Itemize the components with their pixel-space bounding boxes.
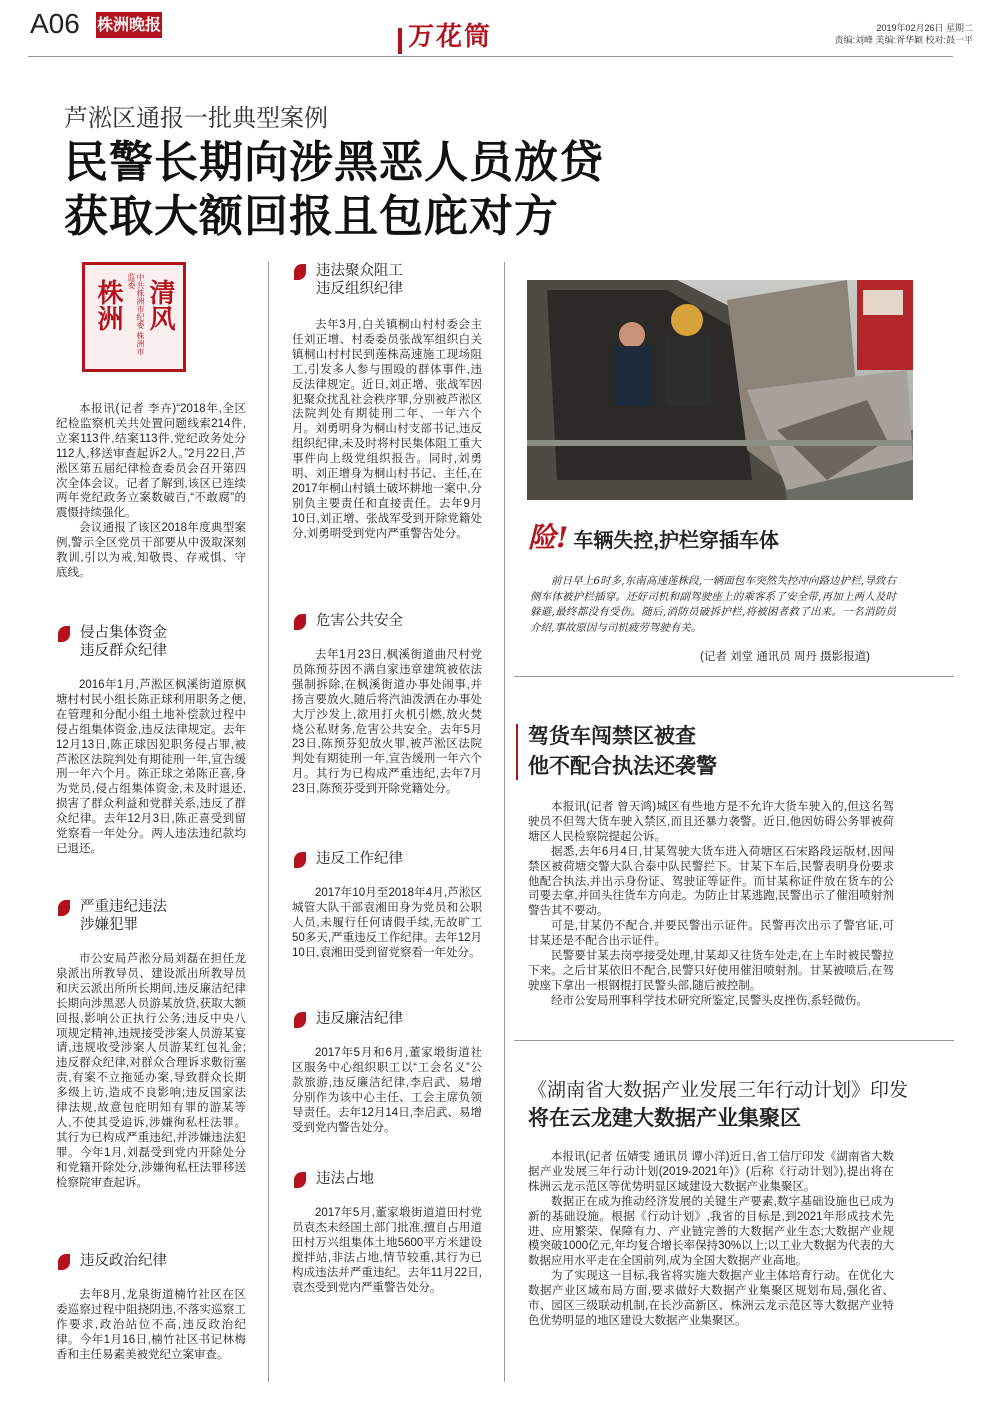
body-paragraph: 2017年10月至2018年4月,芦淞区城管大队干部袁湘田身为党员和公职人员,未履行任何请假手续,无故旷工50多天,严重违反工作纪律。去年12月10日,袁湘田受到留党察看一年处分。 — [292, 887, 482, 959]
section-body-serious — [56, 952, 246, 1191]
subhead-line-2: 涉嫌犯罪 — [80, 917, 138, 933]
subhead-marker — [58, 900, 70, 916]
masthead-logo: 株洲晚报 — [96, 12, 162, 38]
column-divider — [268, 262, 269, 1382]
subhead-encroach — [80, 624, 240, 660]
body-paragraph: 可是,甘某仍不配合,并要民警出示证件。民警再次出示了警官证,可甘某还是不配合出示证件。 — [528, 920, 894, 948]
body-paragraph: 数据正在成为推动经济发展的关键生产要素,数字基础设施也已成为新的基础设施。根据《行动计划》,我省的目标是,到2021年形成技术先进、应用繁荣、保障有力、产业链完善的大数据产业生态;大数据产业规模突破1000亿元,年均复合增长率保持30%以上;以工业大数据为代表的大数据应用水平走在全国前列,成为全国大数据产业高地。 — [528, 1195, 894, 1268]
subhead-political — [80, 1252, 240, 1270]
subhead-marker — [58, 626, 70, 642]
header-meta — [834, 22, 973, 46]
subhead-line-1: 违法占地 — [316, 1171, 374, 1187]
subhead-line-1: 严重违纪违法 — [80, 899, 167, 915]
subhead-marker — [294, 264, 306, 280]
page-number: A06 — [30, 8, 80, 39]
bigdata-headline-1: 《湖南省大数据产业发展三年行动计划》印发 — [528, 1080, 909, 1101]
intro-paragraph: 会议通报了该区2018年度典型案例,警示全区党员干部要从中汲取深刻教训,引以为戒,知敬畏、存戒惧、守底线。 — [56, 522, 246, 579]
subhead-marker — [294, 1172, 306, 1188]
section-title: 万花筒 — [408, 22, 493, 52]
body-paragraph: 2017年5月,董家塅街道道田村党员袁杰未经国土部门批准,擅自占用道田村万兴组集体土地5600平方米建设搅拌站,非法占地,情节较重,其行为已构成违法并严重违纪。去年11月22日,袁杰受到党内严重警告处分。 — [292, 1207, 482, 1294]
section-body-integrity — [292, 1046, 482, 1135]
body-paragraph: 民警要甘某去岗亭接受处理,甘某却又往货车处走,在上车时被民警拉下来。之后甘某依旧不配合,民警只好使用催泪喷射剂。甘某被喷后,在驾驶座下拿出一根钢棍打民警头部,随后被控制。 — [528, 950, 894, 992]
date-line: 2019年02月26日 星期二 — [876, 23, 973, 33]
subhead-line-2: 违反群众纪律 — [80, 643, 167, 659]
story-divider — [514, 676, 954, 677]
section-body-gathering — [292, 318, 482, 542]
section-body-work — [292, 886, 482, 961]
body-paragraph: 去年1月23日,枫溪街道曲尺村党员陈预芬因不满自家违章建筑被依法强制拆除,在枫溪街道办事处闹事,并扬言要放火,随后将汽油泼洒在办事处大厅沙发上,欲用打火机引燃,放火焚烧公私财务,危害公共安全。去年5月23日,陈预芬犯放火罪,被芦淞区法院判处有期徒刑一年,宣告缓刑一年六个月。其行为已构成严重违纪,去年7月23日,陈预芬受到开除党籍处分。 — [292, 649, 482, 796]
staff-line: 责编:刘峰 美编:胥华颖 校对:鼓一平 — [834, 35, 973, 45]
body-paragraph: 为了实现这一目标,我省将实施大数据产业主体培育行动。在优化大数据产业区域布局方面,要求做好大数据产业集聚区规划布局,强化省、市、园区三级联动机制,在长沙高新区、株洲云龙示范区等大数据产业特色优势明显的地区建设大数据产业集聚区。 — [528, 1270, 894, 1327]
subhead-gathering — [316, 262, 486, 298]
body-paragraph: 去年8月,龙泉街道楠竹社区在区委巡察过程中阻挠阴违,不落实巡察工作要求,政治站位不高,违反政治纪律。今年1月16日,楠竹社区书记林梅香和主任易素美被党纪立案审查。 — [56, 1289, 246, 1361]
body-paragraph: 本报讯(记者 曾天鸿)城区有些地方是不允许大货车驶入的,但这名驾驶员不但驾大货车驶入禁区,而且还暴力袭警。近日,他因妨碍公务罪被荷塘区人民检察院提起公诉。 — [528, 801, 894, 843]
body-paragraph: 前日早上6时多,东南高速莲株段,一辆面包车突然失控冲向路边护栏,导致右侧车体被护栏插穿。还好司机和副驾驶座上的乘客系了安全带,再加上两人及时躲避,最终都没有受伤。随后,消防员破拆护栏,将被困者救了出来。一名消防员介绍,事故原因与司机疲劳驾驶有关。 — [530, 575, 896, 634]
crash-headline — [528, 516, 779, 556]
body-paragraph: 经市公安局刑事科学技术研究所鉴定,民警头皮挫伤,系轻微伤。 — [551, 994, 868, 1007]
subhead-marker — [58, 1254, 70, 1270]
section-body-land — [292, 1206, 482, 1295]
section-body-political — [56, 1288, 246, 1363]
section-body-encroach — [56, 678, 246, 857]
seal-text-right: 清风 — [145, 279, 175, 331]
subhead-line-1: 违反政治纪律 — [80, 1253, 167, 1269]
bigdata-headline-2: 将在云龙建大数据产业集聚区 — [528, 1107, 801, 1130]
subhead-public-safety — [316, 612, 486, 630]
header-divider — [28, 56, 953, 57]
subhead-integrity — [316, 1010, 486, 1028]
bigdata-body — [528, 1150, 894, 1329]
headline-accent-bar — [516, 724, 518, 780]
crash-photo — [527, 280, 913, 500]
subhead-line-1: 违反工作纪律 — [316, 851, 403, 867]
crash-credit: (记者 刘堂 通讯员 周丹 摄影报道) — [700, 651, 870, 663]
lead-intro — [56, 402, 246, 581]
body-paragraph: 据悉,去年6月4日,甘某驾驶大货车进入荷塘区石宋路段运版材,因闯禁区被荷塘交警大队合泰中队民警拦下。甘某下车后,民警表明身份要求他配合执法,并出示身份证、驾驶证等证件。而甘某称证件放在货车的公司要去拿,并回头往货车方向走。为防止甘某逃跑,民警出示了催泪喷射剂警告其不要动。 — [528, 845, 894, 918]
subhead-marker — [294, 614, 306, 630]
body-paragraph: 市公安局芦淞分局刘磊在担任龙泉派出所教导员、建设派出所教导员和庆云派出所所长期间,违反廉洁纪律长期向涉黑恶人员游某放贷,获取大额回报,影响公正执行公务;违反中央八项规定精神,违规接受涉案人员游某宴请,违规收受涉案人员游某红包礼金;违反群众纪律,对群众合理诉求敷衍塞责,有案不立拖延办案,导致群众长期多级上访,造成不良影响;违反国家法律法规,故意包庇明知有罪的游某等人,不使其受追诉,涉嫌徇私枉法罪。其行为已构成严重违纪,并涉嫌违法犯罪。今年1月,刘磊受到党内开除处分和党籍开除处分,涉嫌徇私枉法罪移送检察院审查起诉。 — [56, 953, 246, 1189]
seal-small-text: 中共株洲市纪委 株洲市监委 — [127, 273, 145, 356]
subhead-line-1: 违反廉洁纪律 — [316, 1011, 403, 1027]
qingfeng-seal — [82, 262, 186, 372]
body-paragraph: 去年3月,白关镇桐山村村委会主任刘正增、村委委员张战军组织白关镇桐山村村民到莲株高速施工现场阻工,引发多人参与围殴的群体事件,违反法律规定。近日,刘正增、张战军因犯聚众扰乱社会秩序罪,分别被芦淞区法院判处有期徒刑二年、一年六个月。刘勇明身为桐山村支部书记,违反组织纪律,未及时将村民集体阻工重大事件向上级党组织报告。同时,刘勇明、刘正增身为桐山村书记、主任,在2017年桐山村镇土破坏耕地一案中,分别负主要责任和直接责任。去年9月10日,刘正增、张战军受到开除党籍处分,刘勇明受到党内严重警告处分。 — [292, 319, 482, 540]
subhead-land — [316, 1170, 486, 1188]
body-paragraph: 2016年1月,芦淞区枫溪街道原枫塘村村民小组长陈正球利用职务之便,在管理和分配小组土地补偿款过程中侵占组集体资金,违反法律规定。去年12月13日,陈正球因犯职务侵占罪,被芦淞区法院判处有期徒刑一年,宣告缓刑一年六个月。陈正球之弟陈正喜,身为党员,侵占组集体资金,未及时退还,损害了群众利益和党群关系,违反了群众纪律。去年12月3日,陈正喜受到留党察看一年处分。两人违法违纪款均已退还。 — [56, 679, 246, 855]
lead-headline-2: 获取大额回报且包庇对方 — [64, 192, 559, 241]
subhead-marker — [294, 1012, 306, 1028]
subhead-work — [316, 850, 486, 868]
section-body-public-safety — [292, 648, 482, 797]
crash-photo-illustration — [527, 280, 913, 500]
subhead-serious — [80, 898, 240, 934]
truck-body — [528, 800, 894, 1009]
lead-kicker: 芦淞区通报一批典型案例 — [64, 105, 328, 132]
crash-headline-text: 车辆失控,护栏穿插车体 — [573, 530, 779, 552]
subhead-line-1: 危害公共安全 — [316, 613, 403, 629]
section-bar — [398, 28, 402, 54]
subhead-line-1: 违法聚众阻工 — [316, 263, 403, 279]
subhead-line-2: 违反组织纪律 — [316, 281, 403, 297]
body-paragraph: 2017年5月和6月,董家塅街道社区服务中心组织职工以“工会名义”公款旅游,违反廉洁纪律,李启武、易增分别作为该中心主任、工会主席负领导责任。去年12月14日,李启武、易增受到党内警告处分。 — [292, 1047, 482, 1134]
column-divider — [504, 262, 505, 1382]
subhead-marker — [294, 852, 306, 868]
intro-paragraph: 本报讯(记者 李卉)“2018年,全区纪检监察机关共处置问题线索214件,立案113件,结案113件,党纪政务处分112人,移送审查起诉2人。”2月22日,芦淞区第五届纪律检查委员会召开第四次全体会议。记者了解到,该区已连续两年党纪政务立案数破百,“不敢腐”的震慑持续强化。 — [56, 403, 246, 520]
truck-headline-1: 驾货车闯禁区被查 — [528, 725, 696, 748]
xian-mark: 险! — [528, 521, 569, 554]
lead-headline-1: 民警长期向涉黑恶人员放贷 — [64, 138, 604, 187]
body-paragraph: 本报讯(记者 伍婧雯 通讯员 谭小洋)近日,省工信厅印发《湖南省大数据产业发展三年行动计划(2019-2021年)》(后称《行动计划》),提出将在株洲云龙示范区等优势明显区域建设大数据产业集聚区。 — [528, 1151, 894, 1193]
truck-headline-2: 他不配合执法还袭警 — [528, 755, 717, 778]
subhead-line-1: 侵占集体资金 — [80, 625, 167, 641]
seal-text-left: 株洲 — [93, 279, 123, 331]
crash-body — [530, 574, 896, 636]
story-divider — [514, 1040, 954, 1041]
